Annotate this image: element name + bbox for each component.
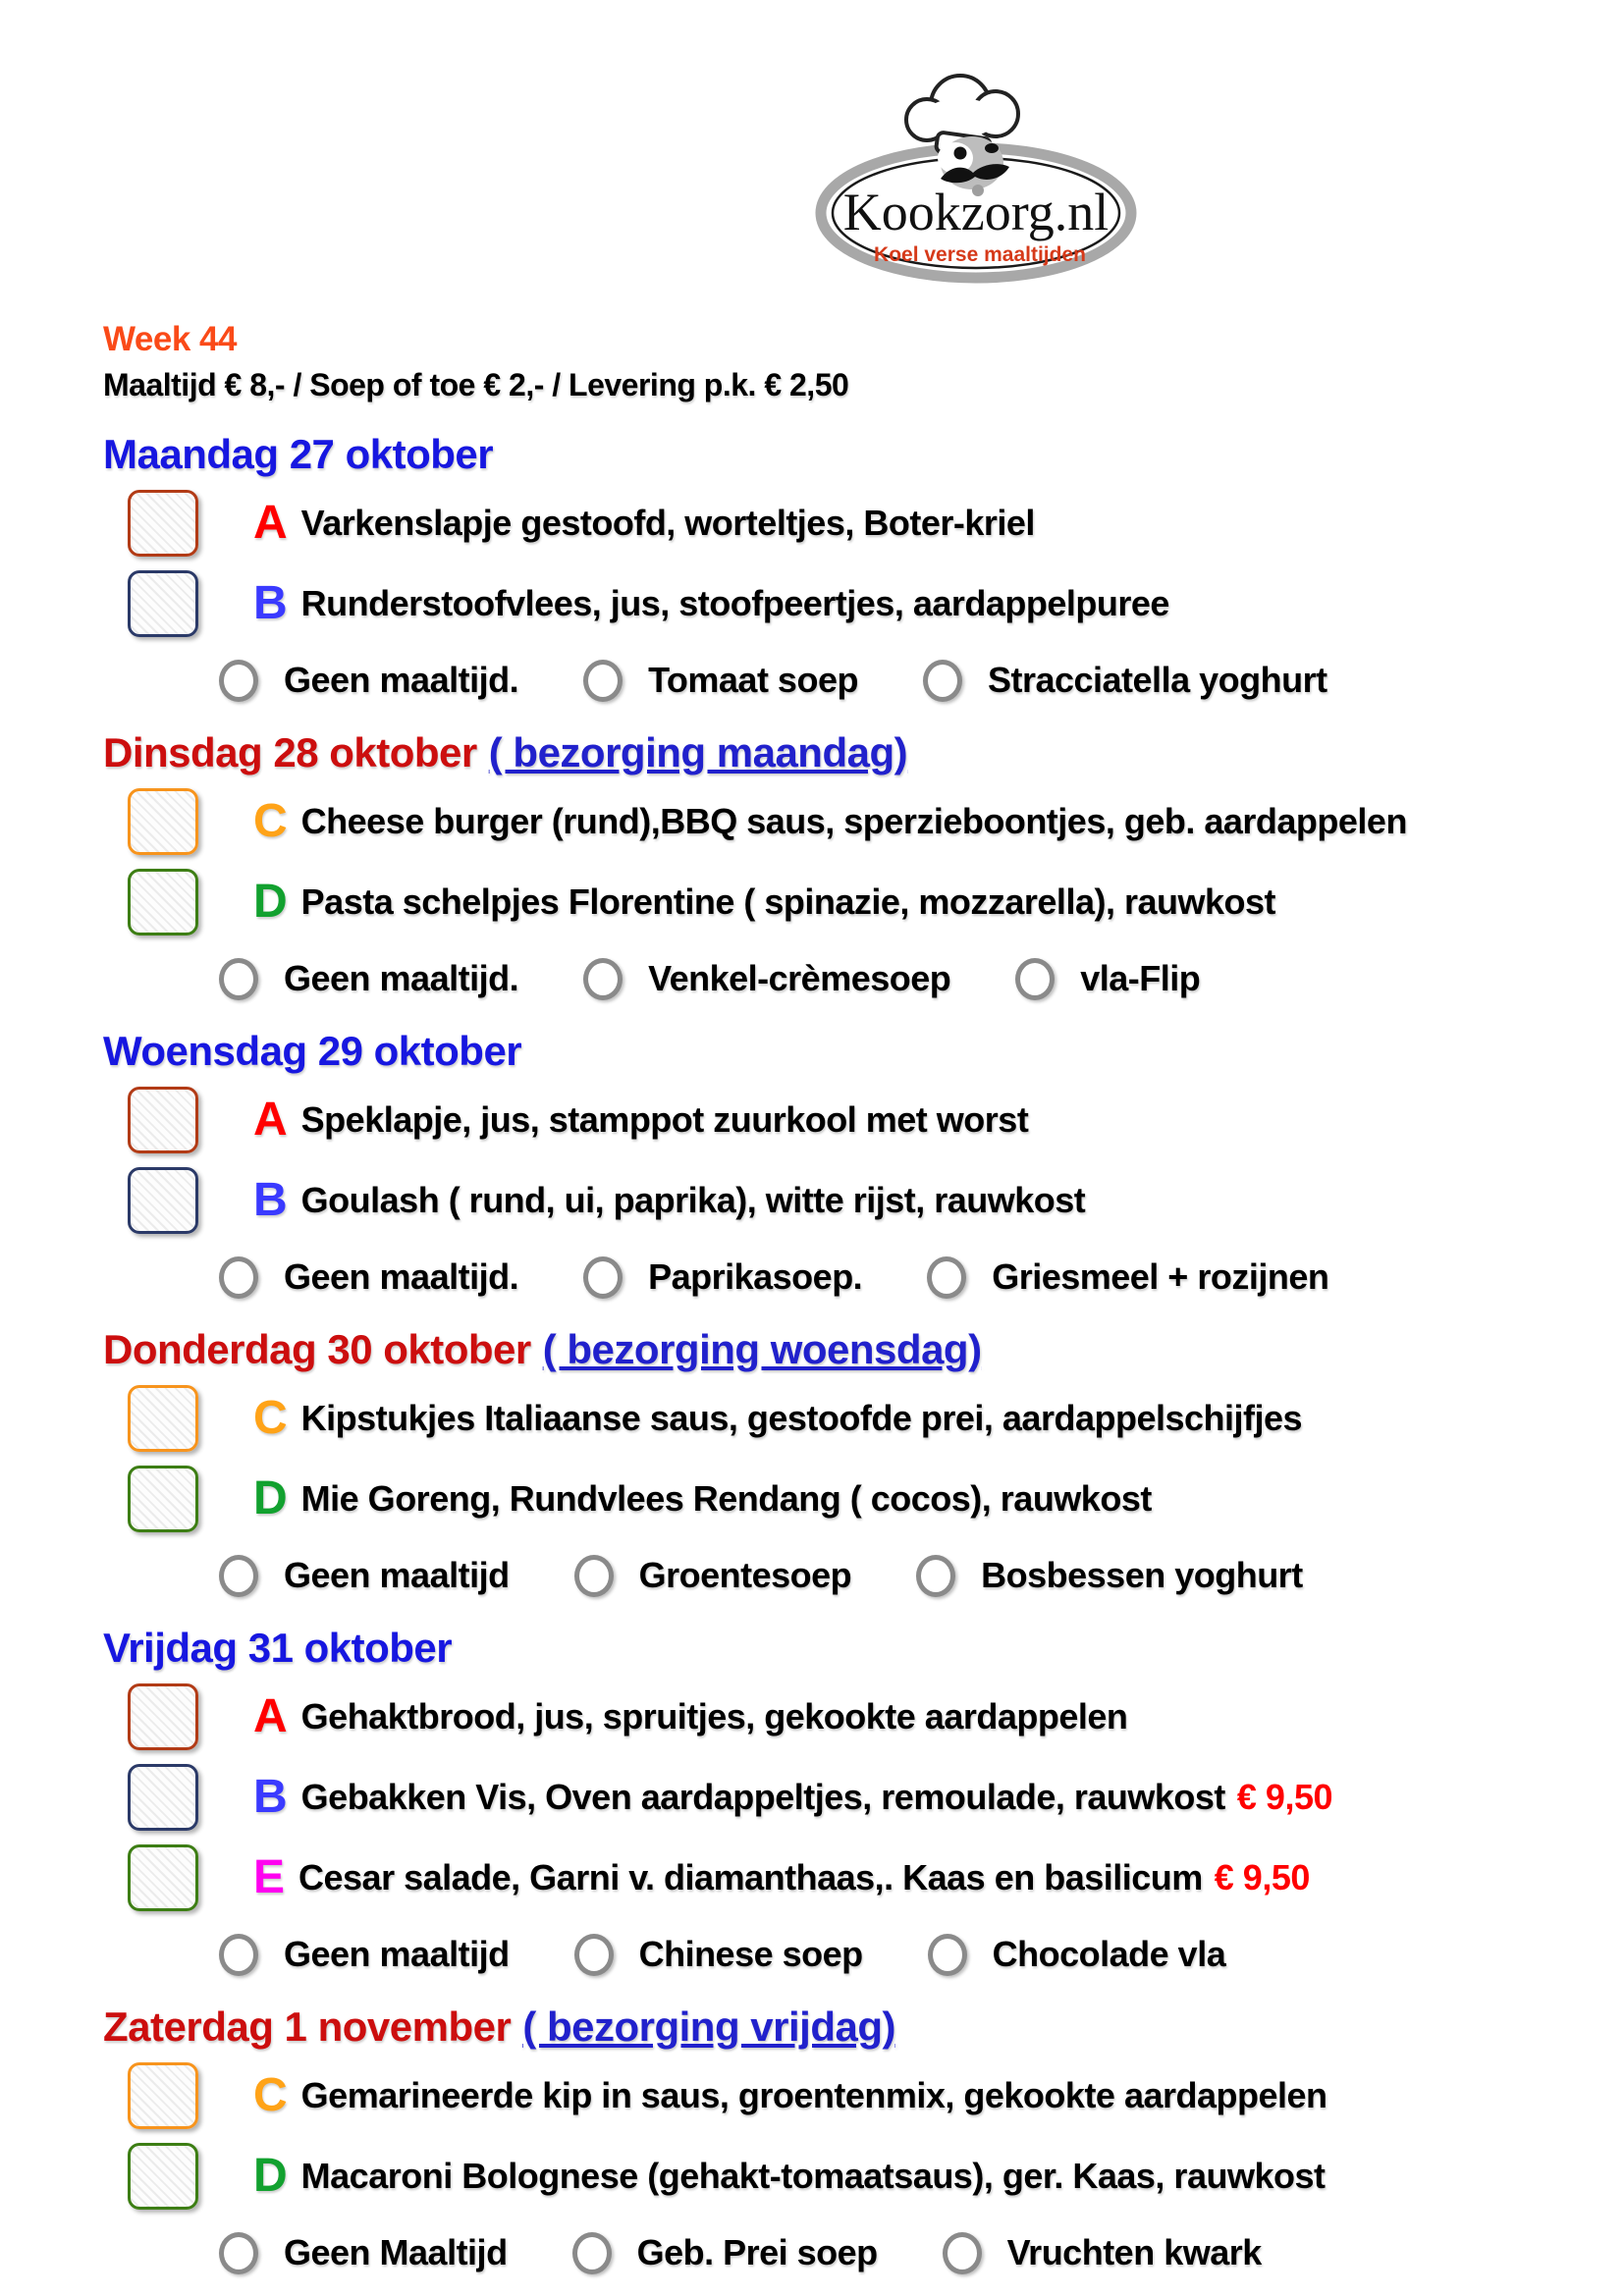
option-label: vla-Flip [1080, 958, 1201, 998]
day-title: Maandag 27 oktober [103, 431, 494, 477]
meal-description: Macaroni Bolognese (gehakt-tomaatsaus), ger. Kaas, rauwkost [300, 2156, 1326, 2196]
option-label: Bosbessen yoghurt [981, 1555, 1303, 1595]
day-section [103, 1625, 1556, 1976]
meal-description: Goulash ( rund, ui, paprika), witte rijst, rauwkost [300, 1180, 1086, 1220]
option-label: Chinese soep [638, 1934, 863, 1974]
option-group [219, 958, 518, 1000]
radio-button[interactable] [583, 1256, 623, 1299]
radio-button[interactable] [583, 660, 623, 702]
meal-checkbox[interactable] [128, 1385, 198, 1452]
meal-list [103, 1682, 1556, 1913]
meal-description: Cesar salade, Garni v. diamanthaas,. Kaas en basilicum [298, 1857, 1203, 1897]
option-label: Geen maaltijd. [284, 1256, 519, 1297]
logo-graphic [811, 51, 1141, 289]
meal-checkbox[interactable] [128, 1087, 198, 1153]
meal-letter: A [253, 497, 288, 549]
delivery-note-link[interactable]: ( bezorging vrijdag) [522, 2003, 895, 2050]
meal-description: Runderstoofvlees, jus, stoofpeertjes, aardappelpuree [300, 583, 1169, 623]
option-group [583, 660, 858, 702]
day-title: Woensdag 29 oktober [103, 1028, 522, 1074]
meal-checkbox[interactable] [128, 1764, 198, 1831]
option-row [219, 1933, 1556, 1976]
meal-description: Speklapje, jus, stamppot zuurkool met worst [300, 1099, 1029, 1140]
option-group [927, 1256, 1328, 1299]
option-group [923, 660, 1327, 702]
meal-letter: B [253, 577, 288, 629]
option-label: Stracciatella yoghurt [987, 660, 1327, 700]
meal-checkbox[interactable] [128, 1683, 198, 1750]
option-group [572, 2232, 878, 2274]
meal-list [103, 786, 1556, 937]
option-label: Griesmeel + rozijnen [992, 1256, 1329, 1297]
radio-button[interactable] [219, 2232, 258, 2274]
meal-letter: D [253, 2150, 288, 2202]
meal-description: Pasta schelpjes Florentine ( spinazie, mozzarella), rauwkost [300, 881, 1275, 922]
meal-row [103, 1762, 1556, 1833]
meal-letter: B [253, 1771, 288, 1823]
radio-button[interactable] [574, 1555, 614, 1597]
meal-letter: A [253, 1690, 288, 1742]
day-title: Dinsdag 28 oktober [103, 729, 477, 775]
meal-checkbox[interactable] [128, 2143, 198, 2210]
meal-row [103, 568, 1556, 639]
meal-checkbox[interactable] [128, 1167, 198, 1234]
option-group [583, 958, 950, 1000]
option-row [219, 2231, 1556, 2274]
menu-content [103, 320, 1556, 2274]
day-title: Donderdag 30 oktober [103, 1326, 531, 1372]
delivery-note-link[interactable]: ( bezorging woensdag) [542, 1326, 982, 1372]
week-label: Week 44 [103, 320, 237, 358]
day-section [103, 1326, 1556, 1597]
option-group [219, 660, 518, 702]
meal-row [103, 2141, 1556, 2212]
logo-wordmark: Kookzorg.nl [842, 183, 1110, 241]
radio-button[interactable] [928, 1934, 967, 1976]
radio-button[interactable] [219, 660, 258, 702]
meal-letter: B [253, 1174, 288, 1226]
day-title: Zaterdag 1 november [103, 2003, 512, 2050]
option-group [219, 2232, 508, 2274]
meal-list [103, 2060, 1556, 2212]
meal-description: Gemarineerde kip in saus, groentenmix, gekookte aardappelen [300, 2075, 1327, 2115]
meal-checkbox[interactable] [128, 490, 198, 557]
meal-row [103, 2060, 1556, 2131]
option-row [219, 659, 1556, 702]
meal-letter: E [253, 1851, 286, 1903]
option-label: Paprikasoep. [648, 1256, 863, 1297]
meal-description: Kipstukjes Italiaanse saus, gestoofde prei, aardappelschijfjes [300, 1398, 1303, 1438]
meal-price: € 9,50 [1214, 1857, 1310, 1897]
meal-list [103, 1383, 1556, 1534]
day-section [103, 1028, 1556, 1299]
option-label: Vruchten kwark [1006, 2232, 1262, 2272]
day-section [103, 2003, 1556, 2274]
option-label: Geen Maaltijd [284, 2232, 508, 2272]
meal-row [103, 1165, 1556, 1236]
radio-button[interactable] [219, 1555, 258, 1597]
meal-checkbox[interactable] [128, 1844, 198, 1911]
meal-row [103, 1383, 1556, 1454]
meal-checkbox[interactable] [128, 570, 198, 637]
option-row [219, 957, 1556, 1000]
option-label: Groentesoep [638, 1555, 852, 1595]
option-label: Chocolade vla [992, 1934, 1226, 1974]
option-label: Geen maaltijd. [284, 660, 519, 700]
day-section [103, 729, 1556, 1000]
option-label: Venkel-crèmesoep [648, 958, 951, 998]
meal-description: Gebakken Vis, Oven aardappeltjes, remoulade, rauwkost [300, 1777, 1225, 1817]
option-group [943, 2232, 1262, 2274]
option-label: Geen maaltijd. [284, 958, 519, 998]
meal-checkbox[interactable] [128, 869, 198, 935]
radio-button[interactable] [1015, 958, 1055, 1000]
option-group [574, 1934, 863, 1976]
logo-tagline: Koel verse maaltijden [874, 243, 1086, 266]
meal-list [103, 1085, 1556, 1236]
radio-button[interactable] [219, 958, 258, 1000]
day-section [103, 431, 1556, 702]
meal-letter: A [253, 1094, 288, 1146]
meal-row [103, 786, 1556, 857]
meal-letter: C [253, 2069, 288, 2121]
option-label: Geb. Prei soep [636, 2232, 878, 2272]
meal-description: Cheese burger (rund),BBQ saus, sperzieboontjes, geb. aardappelen [300, 801, 1407, 841]
radio-button[interactable] [572, 2232, 612, 2274]
meal-row [103, 1682, 1556, 1752]
meal-description: Varkenslapje gestoofd, worteltjes, Boter-kriel [300, 503, 1035, 543]
radio-button[interactable] [927, 1256, 966, 1299]
kookzorg-logo [811, 51, 1141, 289]
option-label: Geen maaltijd [284, 1934, 510, 1974]
pricing-line: Maaltijd € 8,- / Soep of toe € 2,- / Levering p.k. € 2,50 [103, 367, 849, 402]
meal-description: Gehaktbrood, jus, spruitjes, gekookte aardappelen [300, 1696, 1128, 1736]
option-label: Tomaat soep [648, 660, 858, 700]
meal-list [103, 488, 1556, 639]
meal-row [103, 1085, 1556, 1155]
day-title: Vrijdag 31 oktober [103, 1625, 453, 1671]
meal-letter: D [253, 1472, 288, 1524]
day-sections [103, 431, 1556, 2274]
meal-letter: C [253, 1392, 288, 1444]
radio-button[interactable] [583, 958, 623, 1000]
option-row [219, 1554, 1556, 1597]
option-row [219, 1255, 1556, 1299]
option-group [916, 1555, 1303, 1597]
option-group [583, 1256, 862, 1299]
option-group [928, 1934, 1226, 1976]
radio-button[interactable] [574, 1934, 614, 1976]
option-group [574, 1555, 852, 1597]
meal-checkbox[interactable] [128, 788, 198, 855]
radio-button[interactable] [916, 1555, 955, 1597]
meal-letter: D [253, 876, 288, 928]
option-group [219, 1555, 510, 1597]
meal-row [103, 1464, 1556, 1534]
radio-button[interactable] [219, 1934, 258, 1976]
radio-button[interactable] [923, 660, 962, 702]
meal-letter: C [253, 795, 288, 847]
meal-checkbox[interactable] [128, 2062, 198, 2129]
meal-row [103, 1842, 1556, 1913]
option-label: Geen maaltijd [284, 1555, 510, 1595]
meal-price: € 9,50 [1236, 1777, 1332, 1817]
radio-button[interactable] [219, 1256, 258, 1299]
meal-row [103, 867, 1556, 937]
radio-button[interactable] [943, 2232, 982, 2274]
delivery-note-link[interactable]: ( bezorging maandag) [488, 729, 908, 775]
meal-row [103, 488, 1556, 559]
option-group [219, 1934, 510, 1976]
option-group [1015, 958, 1200, 1000]
meal-description: Mie Goreng, Rundvlees Rendang ( cocos), rauwkost [300, 1478, 1152, 1519]
option-group [219, 1256, 518, 1299]
meal-checkbox[interactable] [128, 1466, 198, 1532]
